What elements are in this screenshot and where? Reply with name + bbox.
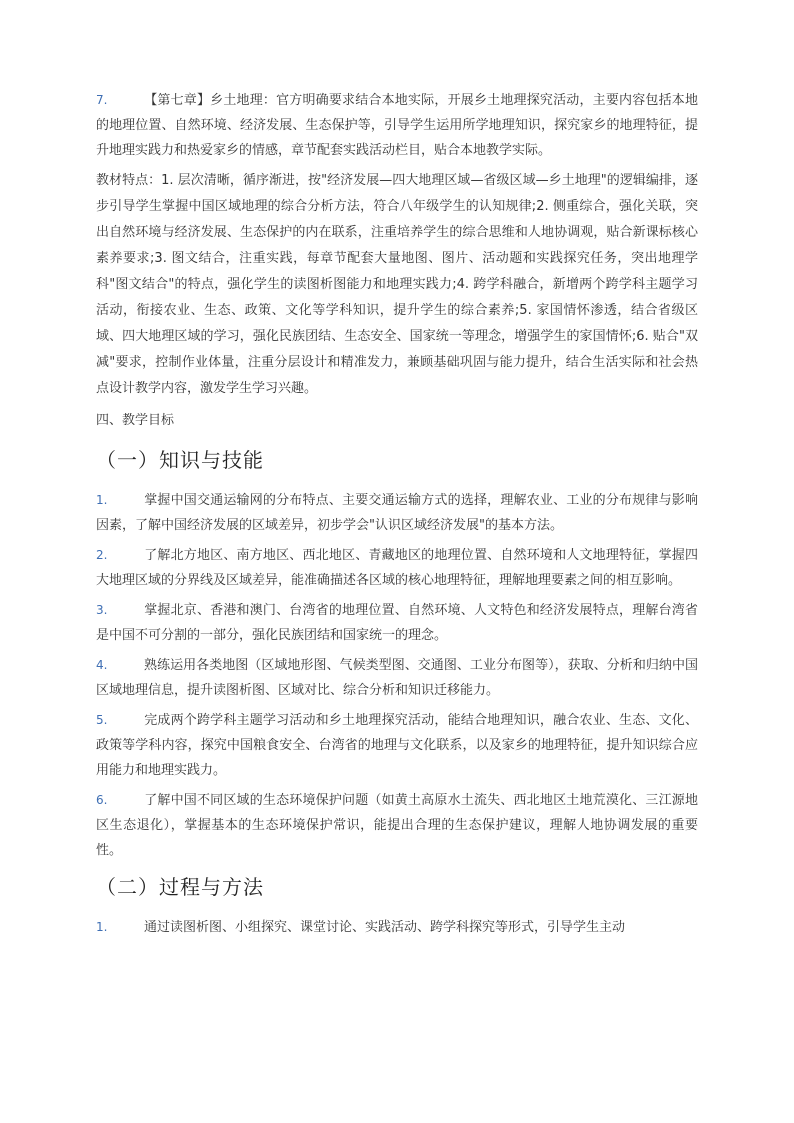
features-paragraph: 教材特点：1. 层次清晰，循序渐进，按"经济发展—四大地理区域—省级区域—乡土地理"的逻辑编排，逐步引导学生掌握中国区域地理的综合分析方法，符合八年级学生的认知规律;2. 侧重综合，强化关联，突出自然环境与经济发展、生态保护的内在联系，注重培养学生的综合思维和人地协调观，贴合新课标核心素养要求;3. 图文结合，注重实践，每章节配套大量地图、图片、活动题和实践探究任务，突出地理学科"图文结合"的特点，强化学生的读图析图能力和地理实践力;4. 跨学科融合，新增两个跨学科主题学习活动，衔接农业、生态、政策、文化等学科知识，提升学生的综合素养;5. 家国情怀渗透，结合省级区域、四大地理区域的学习，强化民族团结、生态安全、国家统一等理念，增强学生的家国情怀;6. 贴合"双减"要求，控制作业体量，注重分层设计和精准发力，兼顾基础巩固与能力提升，结合生活实际和社会热点设计教学内容，激发学生学习兴趣。 (96, 173, 698, 396)
list-item (96, 488, 698, 538)
list-item (96, 788, 698, 863)
list-item-text: 通过读图析图、小组探究、课堂讨论、实践活动、跨学科探究等形式，引导学生主动 (144, 920, 626, 935)
list-number: 2. (96, 548, 108, 562)
list-item (96, 708, 698, 783)
list-number: 7. (96, 93, 108, 107)
list-item-text: 熟练运用各类地图（区域地形图、气候类型图、交通图、工业分布图等），获取、分析和归纳中国区域地理信息，提升读图析图、区域对比、综合分析和知识迁移能力。 (96, 658, 698, 698)
list-item-text: 完成两个跨学科主题学习活动和乡土地理探究活动，能结合地理知识，融合农业、生态、文化、政策等学科内容，探究中国粮食安全、台湾省的地理与文化联系，以及家乡的地理特征，提升知识综合应用能力和地理实践力。 (96, 713, 698, 778)
list-item (96, 653, 698, 703)
intro-item (96, 88, 698, 163)
list-number: 4. (96, 658, 108, 672)
list-item-text: 了解北方地区、南方地区、西北地区、青藏地区的地理位置、自然环境和人文地理特征，掌握四大地理区域的分界线及区域差异，能准确描述各区域的核心地理特征，理解地理要素之间的相互影响。 (96, 548, 698, 588)
list-item (96, 915, 698, 940)
list-item-text: 掌握中国交通运输网的分布特点、主要交通运输方式的选择，理解农业、工业的分布规律与影响因素，了解中国经济发展的区域差异，初步学会"认识区域经济发展"的基本方法。 (96, 493, 698, 533)
list-number: 6. (96, 793, 108, 807)
list-number: 3. (96, 603, 108, 617)
list-number: 5. (96, 713, 108, 727)
heading-knowledge-skills: （一）知识与技能 (96, 448, 264, 472)
list-item-text: 了解中国不同区域的生态环境保护问题（如黄土高原水土流失、西北地区土地荒漠化、三江源地区生态退化），掌握基本的生态环境保护常识，能提出合理的生态保护建议，理解人地协调发展的重要性。 (96, 793, 698, 858)
list-number: 1. (96, 493, 108, 507)
section-four-label: 四、教学目标 (96, 413, 175, 428)
list-item (96, 598, 698, 648)
heading-process-methods: （二）过程与方法 (96, 875, 264, 899)
list-item-text: 【第七章】乡土地理：官方明确要求结合本地实际，开展乡土地理探究活动，主要内容包括本地的地理位置、自然环境、经济发展、生态保护等，引导学生运用所学地理知识，探究家乡的地理特征，提升地理实践力和热爱家乡的情感，章节配套实践活动栏目，贴合本地教学实际。 (96, 93, 698, 158)
list-number: 1. (96, 920, 108, 934)
document-page (96, 88, 698, 945)
list-item-text: 掌握北京、香港和澳门、台湾省的地理位置、自然环境、人文特色和经济发展特点，理解台湾省是中国不可分割的一部分，强化民族团结和国家统一的理念。 (96, 603, 698, 643)
list-item (96, 543, 698, 593)
